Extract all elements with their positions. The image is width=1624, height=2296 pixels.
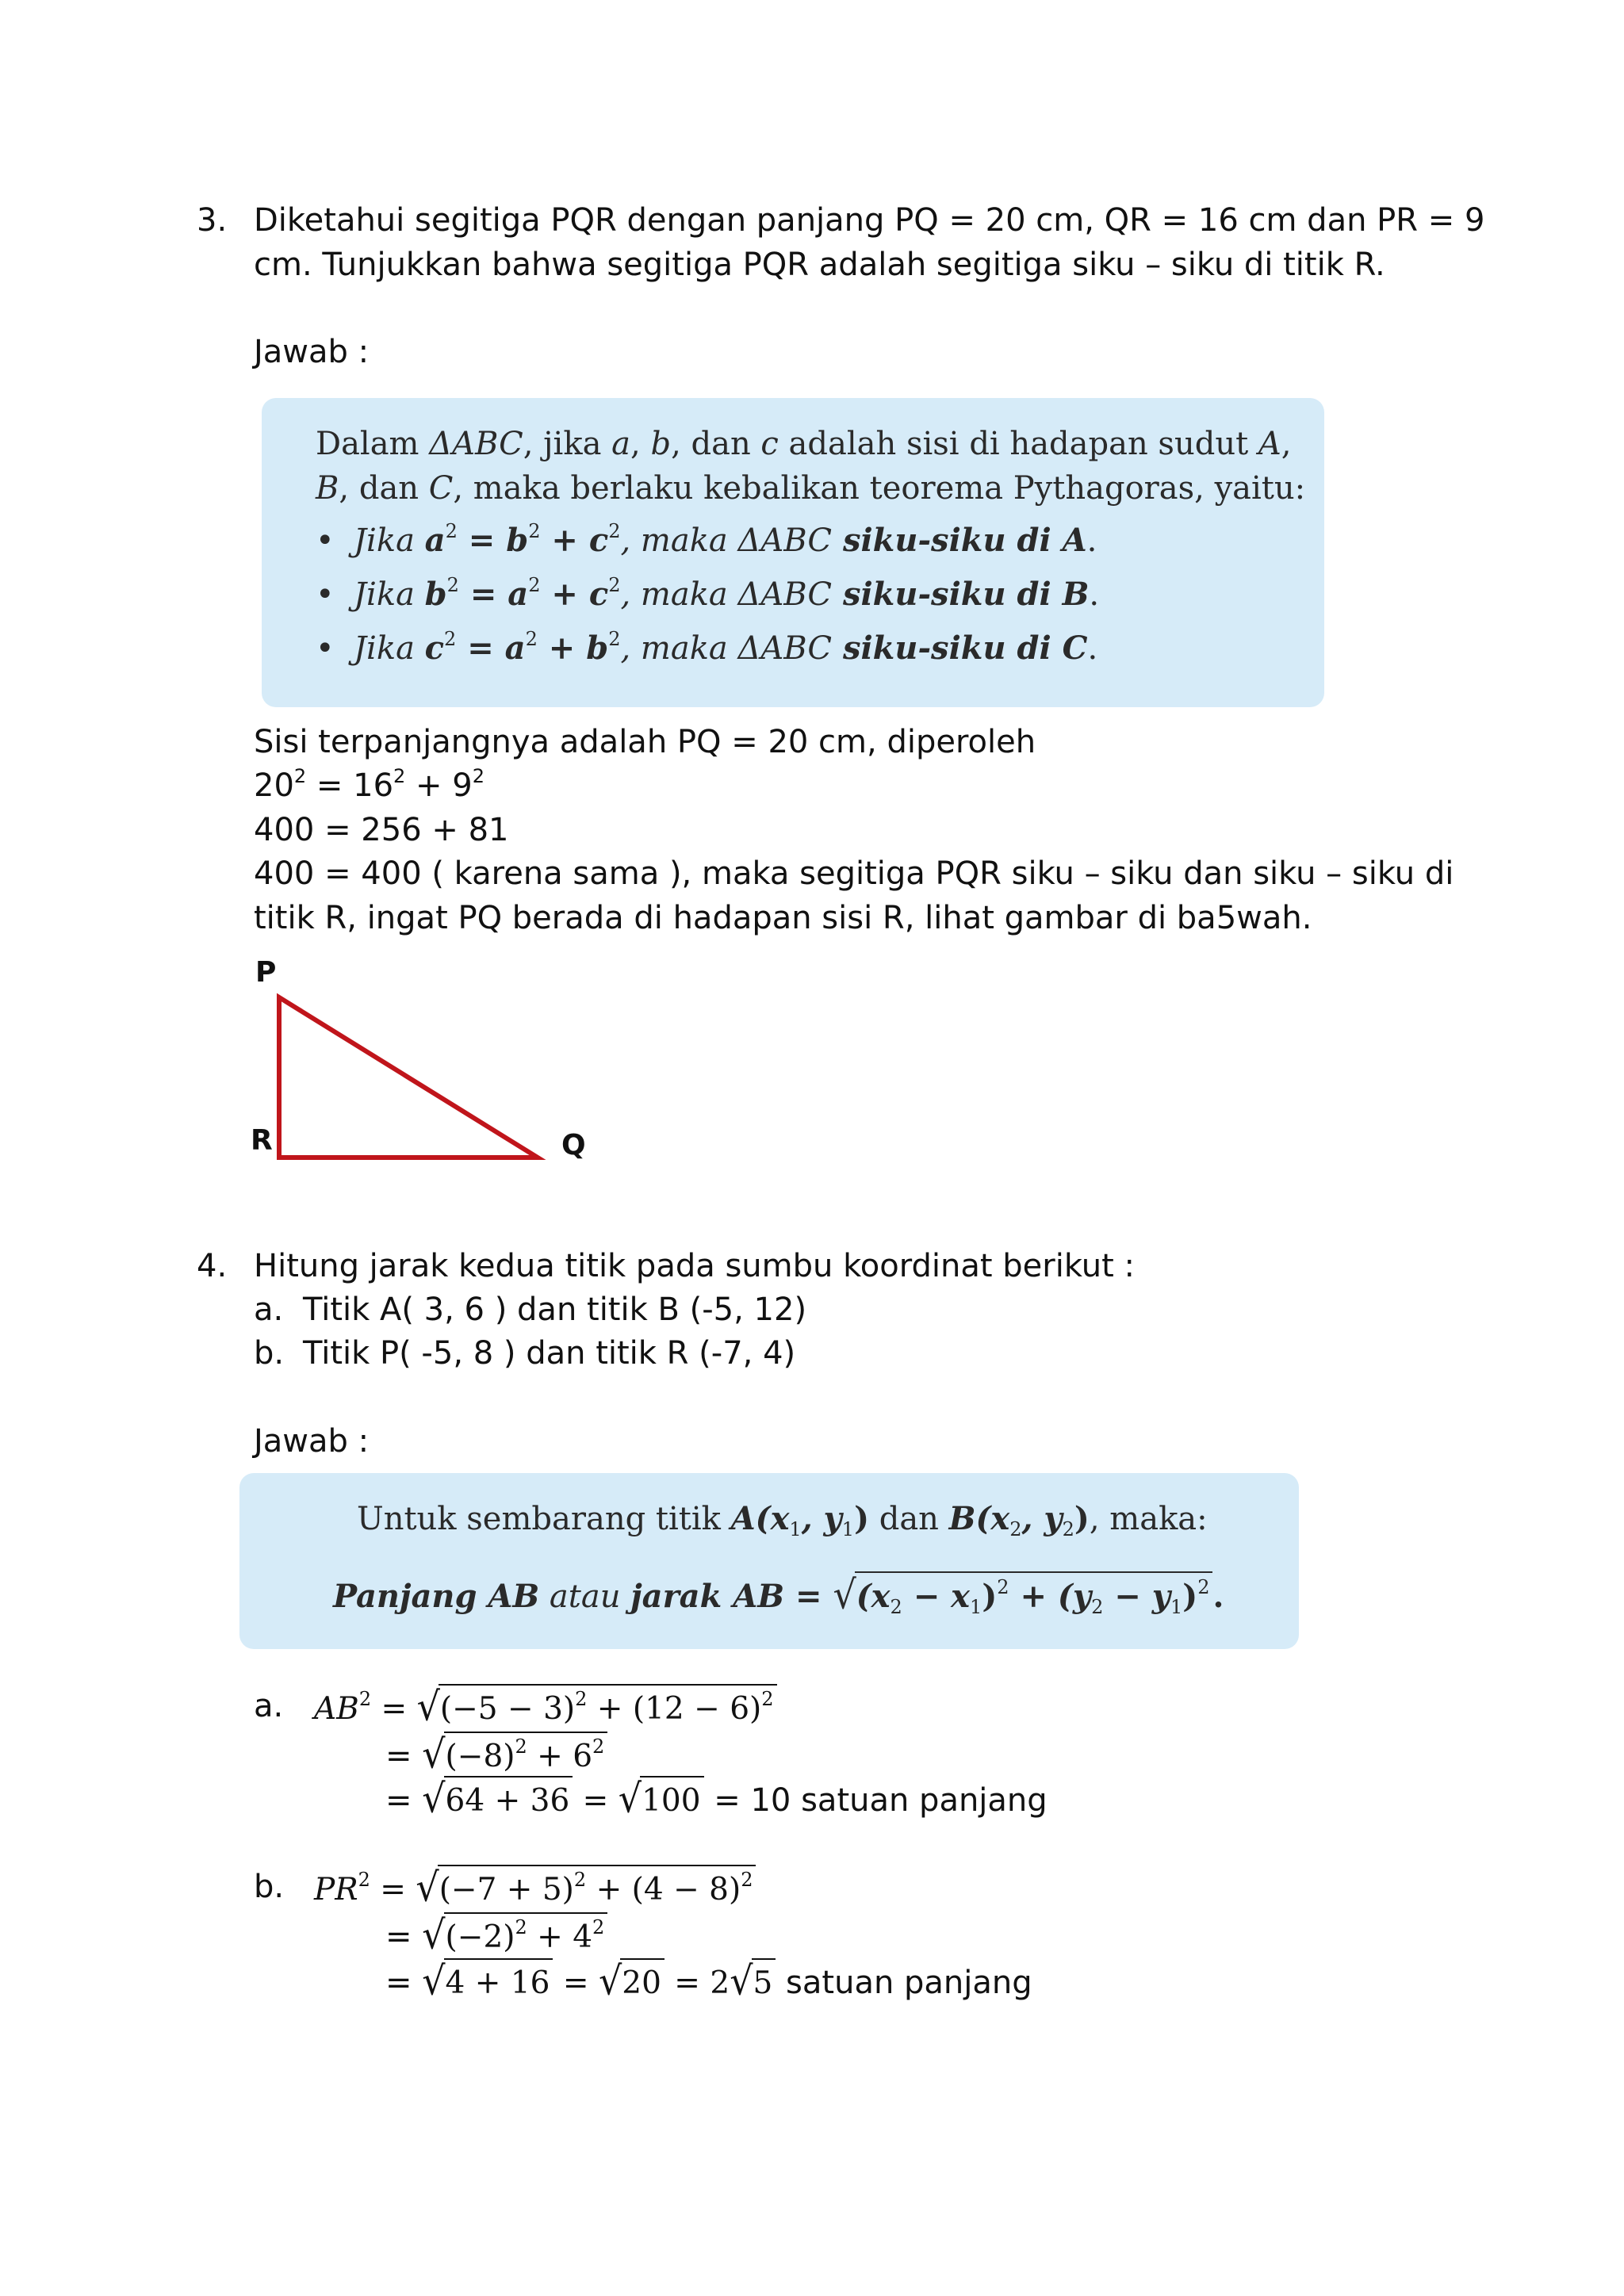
q3-theorem-box [262, 398, 1324, 707]
bullet-icon: • [316, 630, 335, 667]
q3-answer-label: Jawab : [254, 334, 370, 370]
q4-sol-b-line-2: = $√(-2)^2 + 4^2$ [385, 1912, 607, 1960]
q4-box-line-1: Untuk sembarang titik $A(x_1$, $y_1$) dan $B(x_2$, $y_2$), maka: [357, 1500, 1208, 1540]
bullet-icon: • [316, 576, 335, 613]
q4-sol-b-line-1: $PR^2 = √(-7 + 5)^2 + (4 - 8)^2$ [314, 1865, 756, 1912]
sqrt-symbol: √100 [619, 1776, 704, 1823]
sqrt-symbol: $√(x_2 - x_1)^2 + (y_2 - y_1)^2$ [833, 1571, 1212, 1619]
q4-sol-b-letter: b. [254, 1869, 285, 1905]
q3-work-line-1: Sisi terpanjangnya adalah PQ = 20 cm, diperoleh [254, 724, 1036, 760]
q3-box-bullet-a: • Jika $a^2 = b^2 + c^2$, maka ΔABC siku-siku di A. [316, 519, 1097, 563]
triangle-pqr [279, 997, 538, 1158]
q4-sol-b-line-3: = √4 + 16 = √20 = 2√5 satuan panjang [385, 1958, 1032, 2006]
q3-box-intro-2: B, dan C, maka berlaku kebalikan teorema Pythagoras, yaitu: [316, 470, 1306, 507]
q4-sol-a-letter: a. [254, 1688, 284, 1724]
q3-line-2: cm. Tunjukkan bahwa segitiga PQR adalah segitiga siku – siku di titik R. [254, 247, 1385, 283]
q3-number: 3. [197, 202, 228, 239]
q4-item-b: b. Titik P( -5, 8 ) dan titik R (-7, 4) [254, 1335, 796, 1372]
q3-box-bullet-b: • Jika $b^2 = a^2 + c^2$, maka ΔABC siku-siku di B. [316, 572, 1099, 617]
q4-item-a: a. Titik A( 3, 6 ) dan titik B (-5, 12) [254, 1292, 807, 1328]
sqrt-symbol: √5 [730, 1958, 776, 2006]
sqrt-symbol: $√(-5 - 3)^2 + (12 - 6)^2$ [417, 1684, 777, 1732]
sqrt-symbol: √20 [599, 1958, 665, 2006]
vertex-label-q: Q [561, 1129, 586, 1161]
q3-line-1: Diketahui segitiga PQR dengan panjang PQ = 20 cm, QR = 16 cm dan PR = 9 [254, 202, 1485, 239]
q3-work-line-2: $20^2 = 16^2 + 9^2$ [254, 765, 485, 804]
sqrt-symbol: $√(-2)^2 + 4^2$ [422, 1912, 607, 1960]
q4-number: 4. [197, 1248, 228, 1284]
q3-work-line-3: 400 = 256 + 81 [254, 812, 509, 848]
sqrt-symbol: $√(-7 + 5)^2 + (4 - 8)^2$ [416, 1865, 756, 1912]
sqrt-symbol: $√(-8)^2 + 6^2$ [422, 1732, 607, 1779]
vertex-label-r: R [251, 1124, 273, 1157]
q3-work-line-5: titik R, ingat PQ berada di hadapan sisi R, lihat gambar di ba5wah. [254, 900, 1312, 936]
vertex-label-p: P [255, 956, 277, 989]
q4-answer-label: Jawab : [254, 1423, 370, 1460]
q4-sol-a-line-2: = $√(-8)^2 + 6^2$ [385, 1732, 607, 1779]
q3-box-intro-1: Dalam ΔABC, jika a, b, dan c adalah sisi di hadapan sudut A, [316, 426, 1292, 462]
sqrt-symbol: √4 + 16 [422, 1958, 553, 2006]
q4-formula-box [239, 1473, 1299, 1649]
bullet-icon: • [316, 522, 335, 559]
q4-sol-a-line-1: $AB^2 = √(-5 - 3)^2 + (12 - 6)^2$ [314, 1684, 777, 1732]
q3-box-bullet-c: • Jika $c^2 = a^2 + b^2$, maka ΔABC siku-siku di C. [316, 626, 1097, 671]
sqrt-symbol: √64 + 36 [422, 1776, 573, 1823]
q4-sol-a-line-3: = √64 + 36 = √100 = 10 satuan panjang [385, 1776, 1048, 1823]
q4-box-line-2: Panjang AB atau jarak AB = $√(x_2 - x_1)^2 + (y_2 - y_1)^2$ . [333, 1571, 1224, 1618]
q3-work-line-4: 400 = 400 ( karena sama ), maka segitiga PQR siku – siku dan siku – siku di [254, 855, 1454, 892]
q4-line-1: Hitung jarak kedua titik pada sumbu koordinat berikut : [254, 1248, 1135, 1284]
